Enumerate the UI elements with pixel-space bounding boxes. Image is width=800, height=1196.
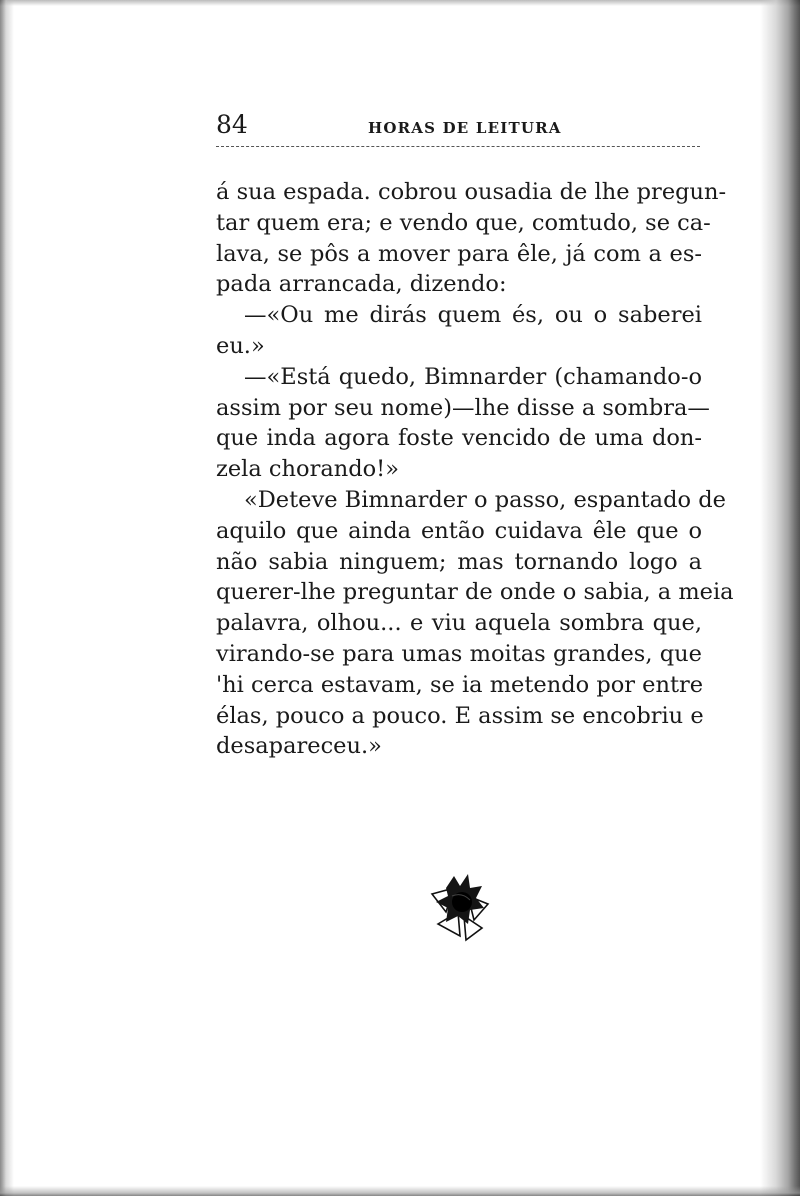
text-line: élas, pouco a pouco. E assim se encobriu e: [216, 702, 704, 729]
text-line: palavra, olhou... e viu aquela sombra que,: [216, 610, 702, 637]
text-line: pada arrancada, dizendo:: [216, 271, 507, 298]
page-edge-top: [0, 0, 800, 6]
text-line: «Deteve Bimnarder o passo, espantado de: [244, 486, 726, 513]
page-number: 84: [216, 110, 248, 139]
text-line: zela chorando!»: [216, 456, 399, 483]
text-line: querer-lhe preguntar de onde o sabia, a meia: [216, 579, 734, 606]
page-edge-left: [0, 0, 14, 1196]
fleuron-flower-icon: [424, 866, 496, 946]
text-line: —«Está quedo, Bimnarder (chamando-o: [244, 363, 702, 390]
text-line: tar quem era; e vendo que, comtudo, se ca-: [216, 209, 711, 236]
text-line: desapareceu.»: [216, 733, 382, 760]
text-line: á sua espada. cobrou ousadia de lhe pregun-: [216, 179, 727, 205]
text-line: aquilo que ainda então cuidava êle que o: [216, 517, 702, 544]
text-line: eu.»: [216, 332, 265, 359]
text-line: assim por seu nome)—lhe disse a sombra—: [216, 394, 710, 421]
text-line: 'hi cerca estavam, se ia metendo por entre: [216, 671, 704, 698]
running-head: [216, 108, 702, 142]
body-text: [216, 177, 734, 762]
text-line: que inda agora foste vencido de uma don-: [216, 425, 702, 452]
running-title: HORAS DE LEITURA: [368, 119, 562, 137]
page-edge-bottom: [0, 1186, 800, 1196]
text-line: virando-se para umas moitas grandes, que: [216, 640, 702, 667]
text-line: lava, se pôs a mover para êle, já com a es-: [216, 240, 702, 267]
text-line: —«Ou me dirás quem és, ou o saberei: [244, 302, 702, 329]
text-line: não sabia ninguem; mas tornando logo a: [216, 548, 702, 575]
page-edge-right: [760, 0, 800, 1196]
header-rule: [216, 146, 700, 147]
